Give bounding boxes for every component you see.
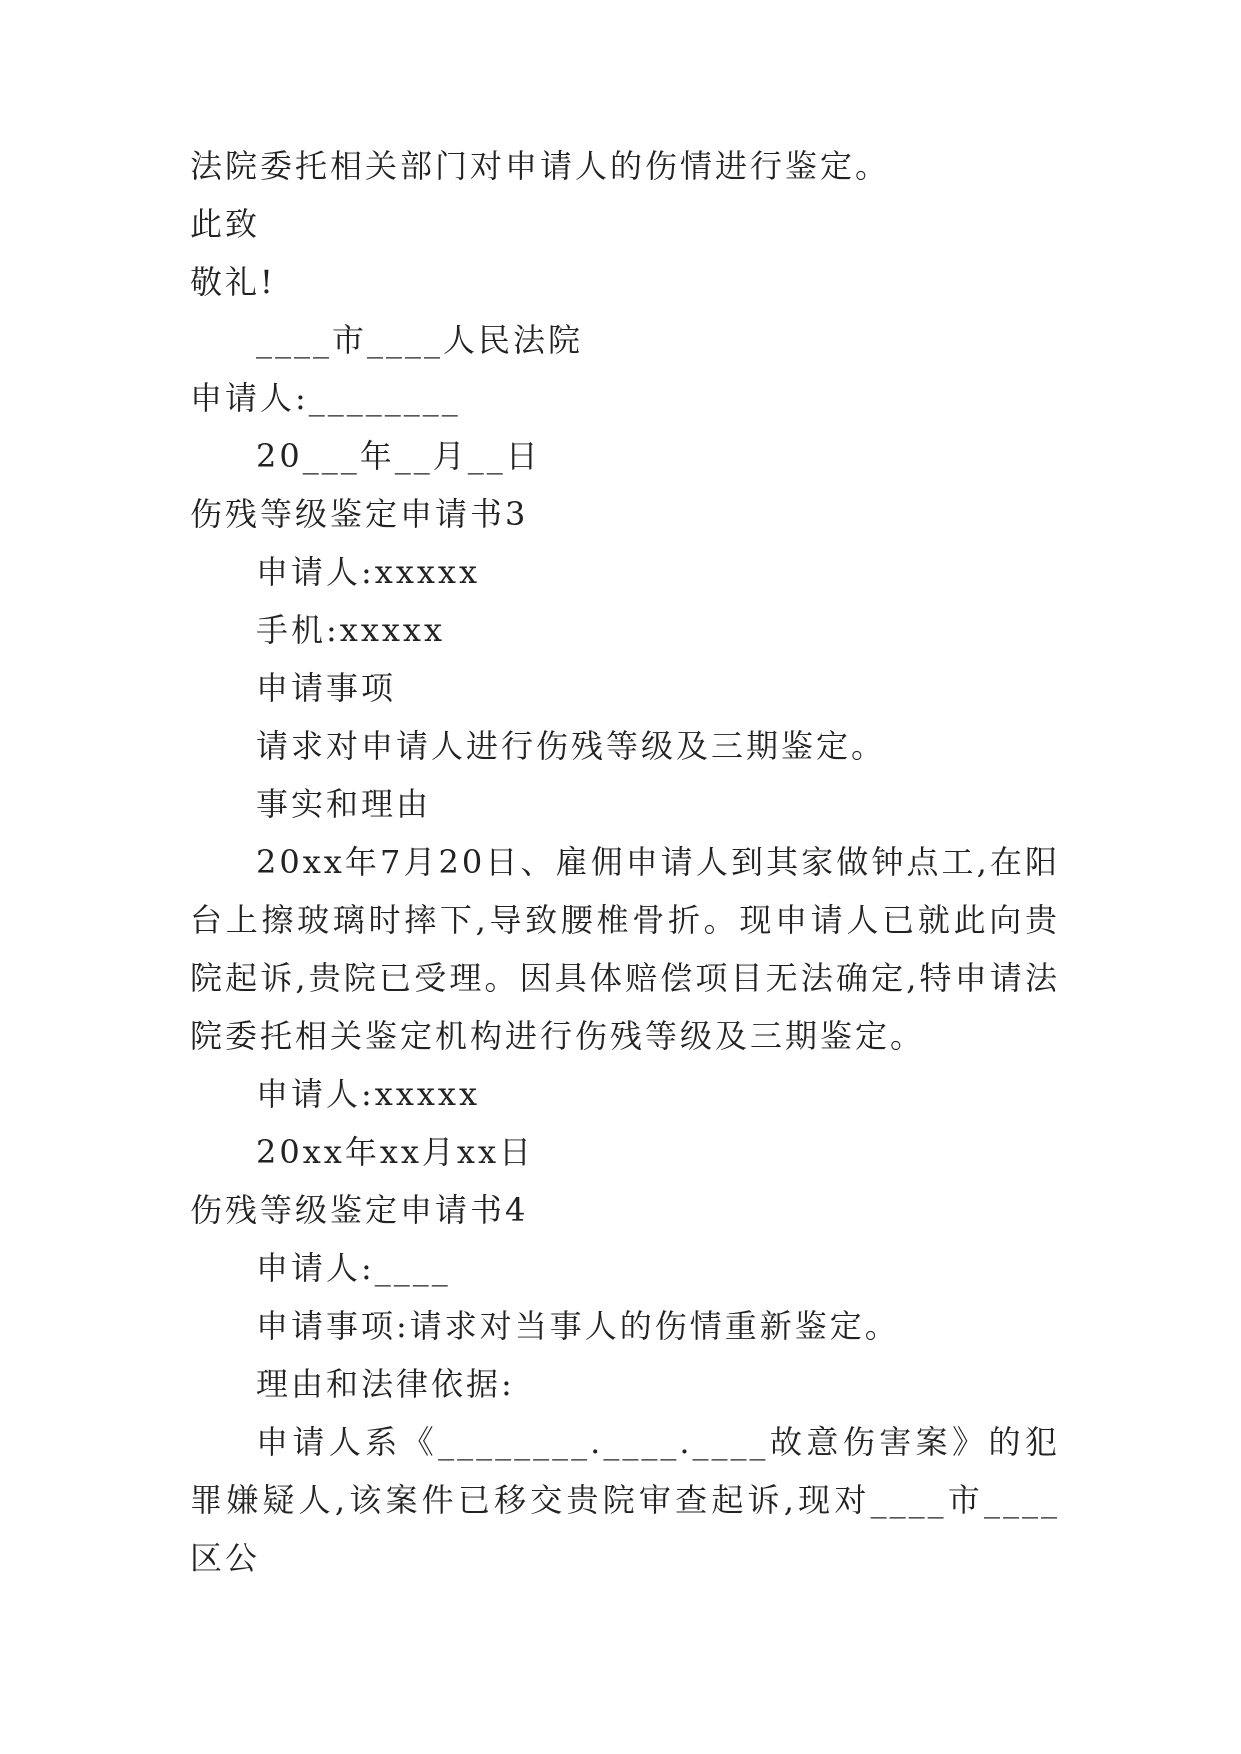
court-name: ____市____人民法院 (256, 321, 584, 359)
applicant-line: 申请人:____ (256, 1249, 451, 1287)
heading-facts-reasons: 事实和理由 (256, 785, 432, 823)
date-line: 20___年__月__日 (256, 437, 541, 475)
applicant-signature: 申请人:xxxxx (256, 1075, 481, 1113)
phone-line: 手机:xxxxx (256, 611, 446, 649)
section-title: 伤残等级鉴定申请书4 (190, 1191, 529, 1229)
request-text: 请求对申请人进行伤残等级及三期鉴定。 (256, 727, 887, 765)
applicant-signature: 申请人:________ (190, 379, 461, 417)
heading-request-items: 申请事项 (256, 669, 397, 707)
document-body (190, 137, 1060, 1587)
closing-respect: 敬礼! (190, 263, 276, 301)
legal-basis-paragraph: 申请人系《________.____.____故意伤害案》的犯罪嫌疑人,该案件已移交贵院审查起诉,现对____市____区公 (190, 1423, 1060, 1577)
facts-paragraph: 20xx年7月20日、雇佣申请人到其家做钟点工,在阳台上擦玻璃时摔下,导致腰椎骨折。现申请人已就此向贵院起诉,贵院已受理。因具体赔偿项目无法确定,特申请法院委托相关鉴定机构进行伤残等级及三期鉴定。 (190, 843, 1060, 1055)
request-items-line: 申请事项:请求对当事人的伤情重新鉴定。 (256, 1307, 900, 1345)
date-line: 20xx年xx月xx日 (256, 1133, 535, 1171)
text-line: 法院委托相关部门对申请人的伤情进行鉴定。 (190, 147, 891, 185)
heading-legal-basis: 理由和法律依据: (256, 1365, 515, 1403)
applicant-line: 申请人:xxxxx (256, 553, 481, 591)
closing-salutation: 此致 (190, 205, 261, 243)
section-title: 伤残等级鉴定申请书3 (190, 495, 529, 533)
